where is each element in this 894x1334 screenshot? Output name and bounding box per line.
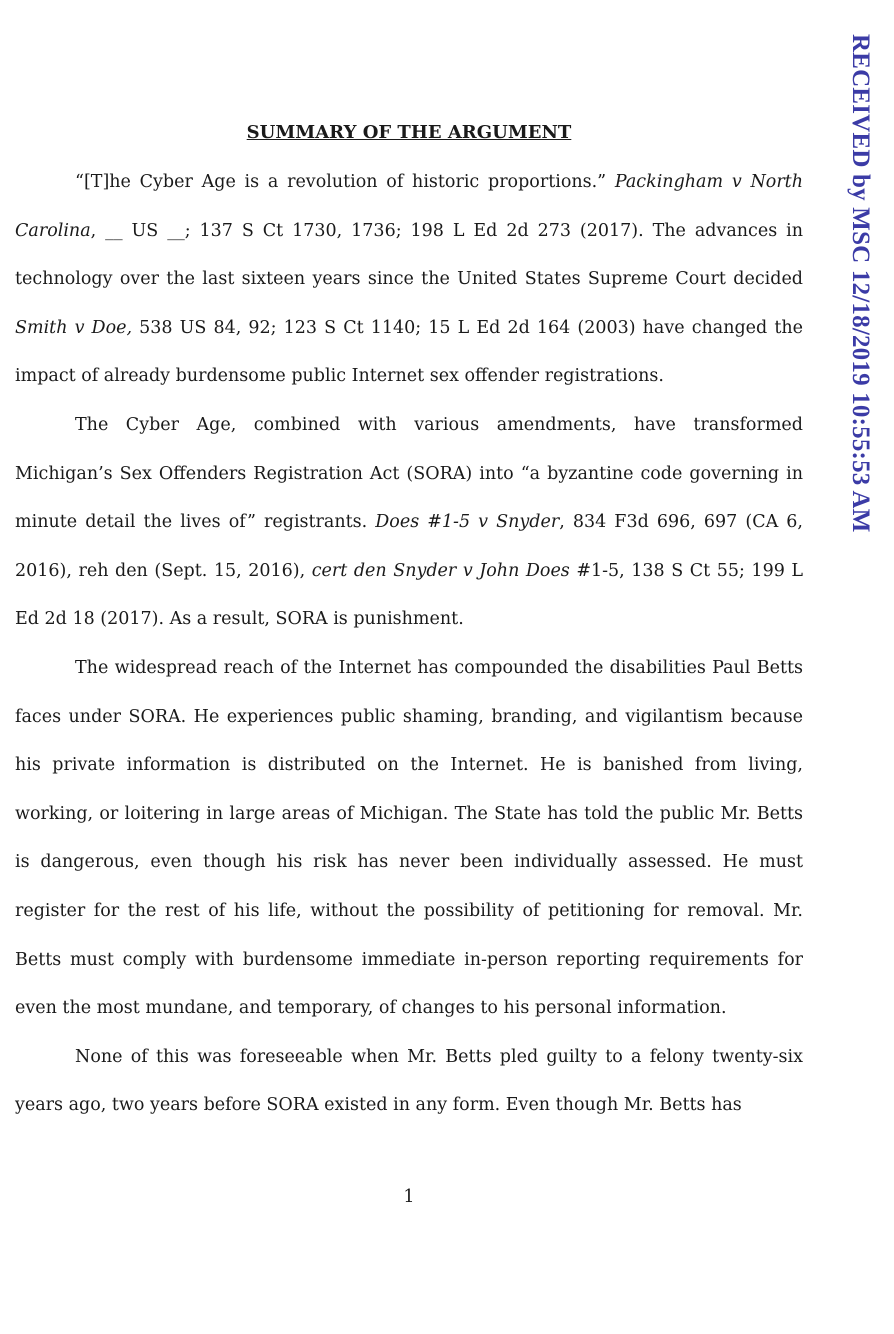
paragraph: [15, 401, 803, 644]
paragraph-text: “[T]he Cyber Age is a revolution of historic proportions.”: [75, 172, 615, 192]
paragraph-text: 538 US 84, 92; 123 S Ct 1140; 15 L Ed 2d 164 (2003) have changed the impact of already burdensome public Internet sex offender registrations.: [15, 317, 803, 387]
paragraph: [15, 1033, 803, 1130]
case-citation: Packingham v North Carolina: [15, 172, 803, 241]
paragraph-text: , 834 F3d 696, 697 (CA 6, 2016), reh den (Sept. 15, 2016),: [15, 512, 803, 581]
paragraph-text: , __ US __; 137 S Ct 1730, 1736; 198 L Ed 2d 273 (2017). The advances in technology over the last sixteen years since the United States Supreme Court decided: [15, 220, 803, 290]
paragraph-text: The Cyber Age, combined with various amendments, have transformed Michigan’s Sex Offenders Registration Act (SORA) into “a byzantine code governing in minute detail the lives of” registrants.: [15, 414, 803, 533]
case-citation: Smith v Doe,: [15, 317, 133, 338]
received-stamp: RECEIVED by MSC 12/18/2019 10:55:53 AM: [847, 34, 874, 533]
page-number: 1: [403, 1187, 415, 1207]
case-citation: cert den Snyder v John Does: [311, 560, 570, 581]
paragraph: [15, 644, 803, 1033]
paragraph-text: The widespread reach of the Internet has compounded the disabilities Paul Betts faces under SORA. He experiences public shaming, branding, and vigilantism because his private information is distributed on the Internet. He is banished from living, working, or loitering in large areas of Michigan. The State has told the public Mr. Betts is dangerous, even though his risk has never been individually assessed. He must register for the rest of his life, without the possibility of petitioning for removal. Mr. Betts must comply with burdensome immediate in-person reporting requirements for even the most mundane, and temporary, of changes to his personal information.: [15, 657, 803, 1019]
paragraph: [15, 158, 803, 401]
case-citation: Does #1-5 v Snyder: [375, 512, 560, 533]
section-heading: SUMMARY OF THE ARGUMENT: [246, 122, 572, 143]
paragraph-text: None of this was foreseeable when Mr. Betts pled guilty to a felony twenty-six years ago, two years before SORA existed in any form. Even though Mr. Betts has: [15, 1046, 803, 1116]
document-body: [15, 118, 803, 1130]
paragraph-text: #1-5, 138 S Ct 55; 199 L Ed 2d 18 (2017). As a result, SORA is punishment.: [15, 560, 803, 630]
